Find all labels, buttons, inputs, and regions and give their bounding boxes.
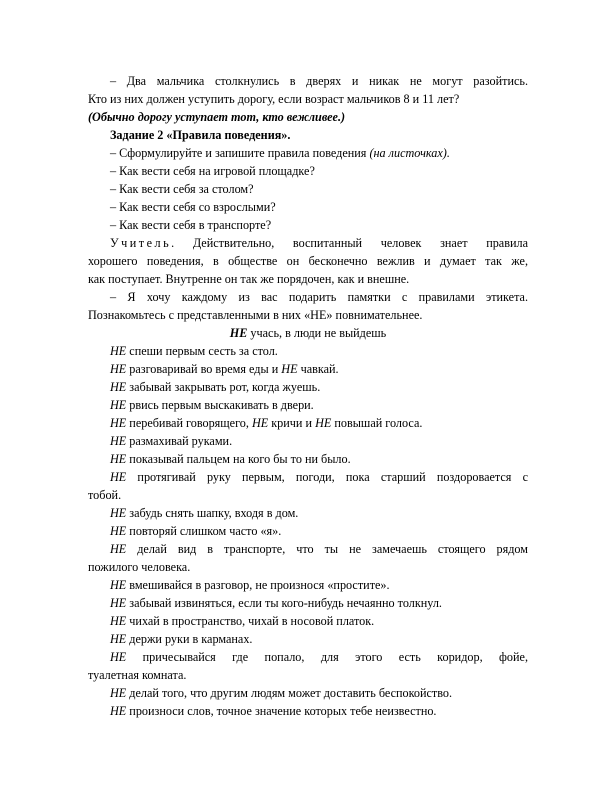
rule-item — [88, 504, 528, 522]
rule-item — [88, 612, 528, 630]
rule-item — [88, 522, 528, 540]
rule-ne-marker: НЕ — [110, 434, 127, 448]
rule-ne-marker: НЕ — [110, 578, 127, 592]
rule-text: кричи и — [268, 416, 316, 430]
rule-ne-marker: НЕ — [110, 632, 127, 646]
rule-ne-marker: НЕ — [251, 416, 269, 430]
rule-ne-marker: НЕ — [110, 380, 127, 394]
rule-item — [88, 342, 528, 360]
rule-ne-marker: НЕ — [110, 362, 127, 376]
rule-ne-marker: НЕ — [110, 416, 127, 430]
rules-list — [88, 342, 528, 720]
rule-text: забывай извиняться, если ты кого-нибудь нечаянно толкнул. — [126, 596, 442, 610]
rule-ne-marker: НЕ — [110, 686, 127, 700]
rule-item — [88, 576, 528, 594]
rule-item-continuation: пожилого человека. — [88, 560, 191, 574]
task2-instruction-note: (на листочках). — [369, 146, 450, 160]
rule-text: делай того, что другим людям может доставить беспокойство. — [126, 686, 453, 700]
rule-item — [88, 378, 528, 396]
rule-item — [88, 432, 528, 450]
teacher-speaker: Учитель — [110, 236, 172, 250]
rule-text: чихай в пространство, чихай в носовой платок. — [126, 614, 375, 628]
rule-ne-marker: НЕ — [110, 650, 127, 664]
rule-text: показывай пальцем на кого бы то ни было. — [126, 452, 351, 466]
rule-text: забывай закрывать рот, когда жуешь. — [126, 380, 321, 394]
teacher-line3: как поступает. Внутренне он так же порядочен, как и внешне. — [88, 272, 410, 286]
teacher-line2: хорошего поведения, в обществе он бесконечно вежлив и думает так же, — [88, 254, 528, 268]
rule-item — [88, 540, 528, 558]
rule-text: держи руки в карманах. — [126, 632, 253, 646]
rules-heading-ne: НЕ — [229, 326, 248, 340]
rule-ne-marker: НЕ — [110, 452, 127, 466]
task2-instruction — [88, 144, 528, 162]
rule-text: произноси слов, точное значение которых тебе неизвестно. — [126, 704, 437, 718]
task2-question: – Как вести себя на игровой площадке? — [110, 164, 315, 178]
task2-title: Задание 2 «Правила поведения». — [110, 128, 291, 142]
rule-item — [88, 396, 528, 414]
rule-text: вмешивайся в разговор, не произнося «простите». — [126, 578, 390, 592]
rule-ne-marker: НЕ — [110, 596, 127, 610]
memo-line2: Познакомьтесь с представленными в них «НЕ» повнимательнее. — [88, 308, 423, 322]
rule-text: перебивай говорящего, — [126, 416, 252, 430]
rule-item-continuation: туалетная комната. — [88, 668, 187, 682]
rule-item — [88, 360, 528, 378]
rule-ne-marker: НЕ — [110, 704, 127, 718]
rule-text: повышай голоса. — [331, 416, 423, 430]
rule-text: разговаривай во время еды и — [126, 362, 282, 376]
rule-ne-marker: НЕ — [110, 542, 127, 556]
task2-question: – Как вести себя за столом? — [110, 182, 254, 196]
task2-question: – Как вести себя со взрослыми? — [110, 200, 276, 214]
rule-item — [88, 468, 528, 486]
rule-item — [88, 450, 528, 468]
rule-item — [88, 684, 528, 702]
rule-item — [88, 414, 528, 432]
task2-question: – Как вести себя в транспорте? — [110, 218, 272, 232]
task2-instruction-text: – Сформулируйте и запишите правила поведения — [110, 146, 370, 160]
rule-text: рвись первым выскакивать в двери. — [126, 398, 314, 412]
rule-text: делай вид в транспорте, что ты не замечаешь стоящего рядом — [126, 542, 528, 556]
rule-item — [88, 594, 528, 612]
teacher-line1-text: . Действительно, воспитанный человек знает правила — [171, 236, 528, 250]
rule-text: спеши первым сесть за стол. — [126, 344, 278, 358]
rule-item — [88, 648, 528, 666]
rule-text: забудь снять шапку, входя в дом. — [126, 506, 299, 520]
teacher-line1 — [88, 234, 528, 252]
rule-ne-marker: НЕ — [110, 614, 127, 628]
rule-text: повторяй слишком часто «я». — [126, 524, 282, 538]
rule-ne-marker: НЕ — [110, 398, 127, 412]
intro-question-line1: – Два мальчика столкнулись в дверях и никак не могут разойтись. — [110, 74, 528, 88]
rule-item — [88, 702, 528, 720]
rule-ne-marker: НЕ — [110, 524, 127, 538]
rule-text: чавкай. — [297, 362, 339, 376]
memo-line1: – Я хочу каждому из вас подарить памятки с правилами этикета. — [110, 290, 528, 304]
rules-heading-rest: учась, в люди не выйдешь — [247, 326, 387, 340]
rule-ne-marker: НЕ — [315, 416, 332, 430]
rule-ne-marker: НЕ — [110, 506, 127, 520]
rule-text: размахивай руками. — [126, 434, 233, 448]
rule-ne-marker: НЕ — [110, 470, 127, 484]
intro-question-line2: Кто из них должен уступить дорогу, если возраст мальчиков 8 и 11 лет? — [88, 92, 460, 106]
intro-answer: (Обычно дорогу уступает тот, кто вежливее.) — [88, 110, 346, 124]
rules-heading — [88, 324, 528, 342]
rule-text: протягивай руку первым, погоди, пока старший поздоровается с — [126, 470, 528, 484]
rule-item — [88, 630, 528, 648]
rule-ne-marker: НЕ — [281, 362, 298, 376]
rule-item-continuation: тобой. — [88, 488, 122, 502]
rule-ne-marker: НЕ — [110, 344, 127, 358]
rule-text: причесывайся где попало, для этого есть коридор, фойе, — [126, 650, 528, 664]
